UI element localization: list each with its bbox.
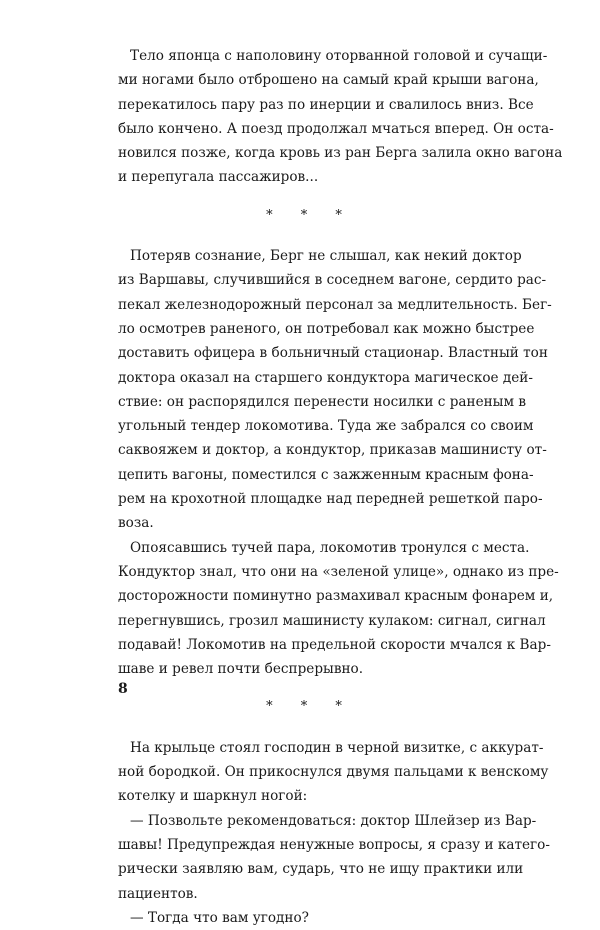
paragraph-doctor-warsaw [118,244,552,536]
text-line: — Тогда что вам угодно? [130,909,309,926]
text-line: перегнувшись, грозил машинисту кулаком: сигнал, сигнал [118,612,546,629]
page-body [118,44,563,930]
text-line: из Варшавы, случившийся в соседнем вагоне, сердито рас- [118,272,547,289]
text-line: На крыльце стоял господин в черной визитке, с аккурат- [130,739,544,756]
section-separator: * * * [266,207,354,223]
page-number: 8 [118,681,128,697]
text-line: пациентов. [118,885,198,902]
text-line: ной бородкой. Он прикоснулся двумя пальцами к венскому [118,764,549,781]
text-line: Тело японца с наполовину оторванной головой и сучащи- [130,48,548,64]
text-line: шавы! Предупреждая ненужные вопросы, я сразу и катего- [118,836,550,853]
paragraph-japanese-fall [118,44,563,190]
text-line: перекатилось пару раз по инерции и свалилось вниз. Все [118,96,534,113]
text-line: котелку и шаркнул ногой: [118,788,308,805]
text-line: рически заявляю вам, сударь, что не ищу практики или [118,861,524,878]
text-line: и перепугала пассажиров... [118,169,319,186]
text-line: Потеряв сознание, Берг не слышал, как некий доктор [130,248,522,265]
text-line: доктора оказал на старшего кондуктора магическое дей- [118,369,533,386]
text-line: досторожности поминутно размахивал красным фонарем и, [118,588,554,605]
text-line: — Позвольте рекомендоваться: доктор Шлейзер из Вар- [130,812,537,829]
paragraph-locomotive [118,536,559,682]
text-line: шаве и ревел почти беспрерывно. [118,661,364,678]
text-line: подавай! Локомотив на предельной скорости мчался к Вар- [118,636,551,653]
paragraph-porch [118,736,549,809]
text-line: новился позже, когда кровь из ран Берга залила окно вагона [118,145,563,162]
text-line: было кончено. А поезд продолжал мчаться вперед. Он оста- [118,120,554,137]
text-line: цепить вагоны, поместился с зажженным красным фона- [118,466,534,483]
text-line: ло осмотрев раненого, он потребовал как можно быстрее [118,320,535,337]
paragraph-dialogue-schleizer [118,809,550,906]
text-line: доставить офицера в больничный стационар. Властный тон [118,345,548,362]
text-line: угольный тендер локомотива. Туда же забрался со своим [118,418,534,435]
text-line: Опоясавшись тучей пара, локомотив тронулся с места. [130,539,530,556]
text-line: рем на крохотной площадке над передней решеткой паро- [118,491,543,508]
paragraph-dialogue-reply [118,906,490,930]
text-line: пекал железнодорожный персонал за медлительность. Бег- [118,296,552,313]
text-line: саквояжем и доктор, а кондуктор, приказав машинисту от- [118,442,547,459]
text-line: воза. [118,515,154,532]
text-line: ми ногами было отброшено на самый край крыши вагона, [118,72,539,89]
text-line: ствие: он распорядился перенести носилки с раненым в [118,393,527,410]
section-separator: * * * [266,699,354,715]
text-line: Кондуктор знал, что они на «зеленой улице», однако из пре- [118,563,559,580]
